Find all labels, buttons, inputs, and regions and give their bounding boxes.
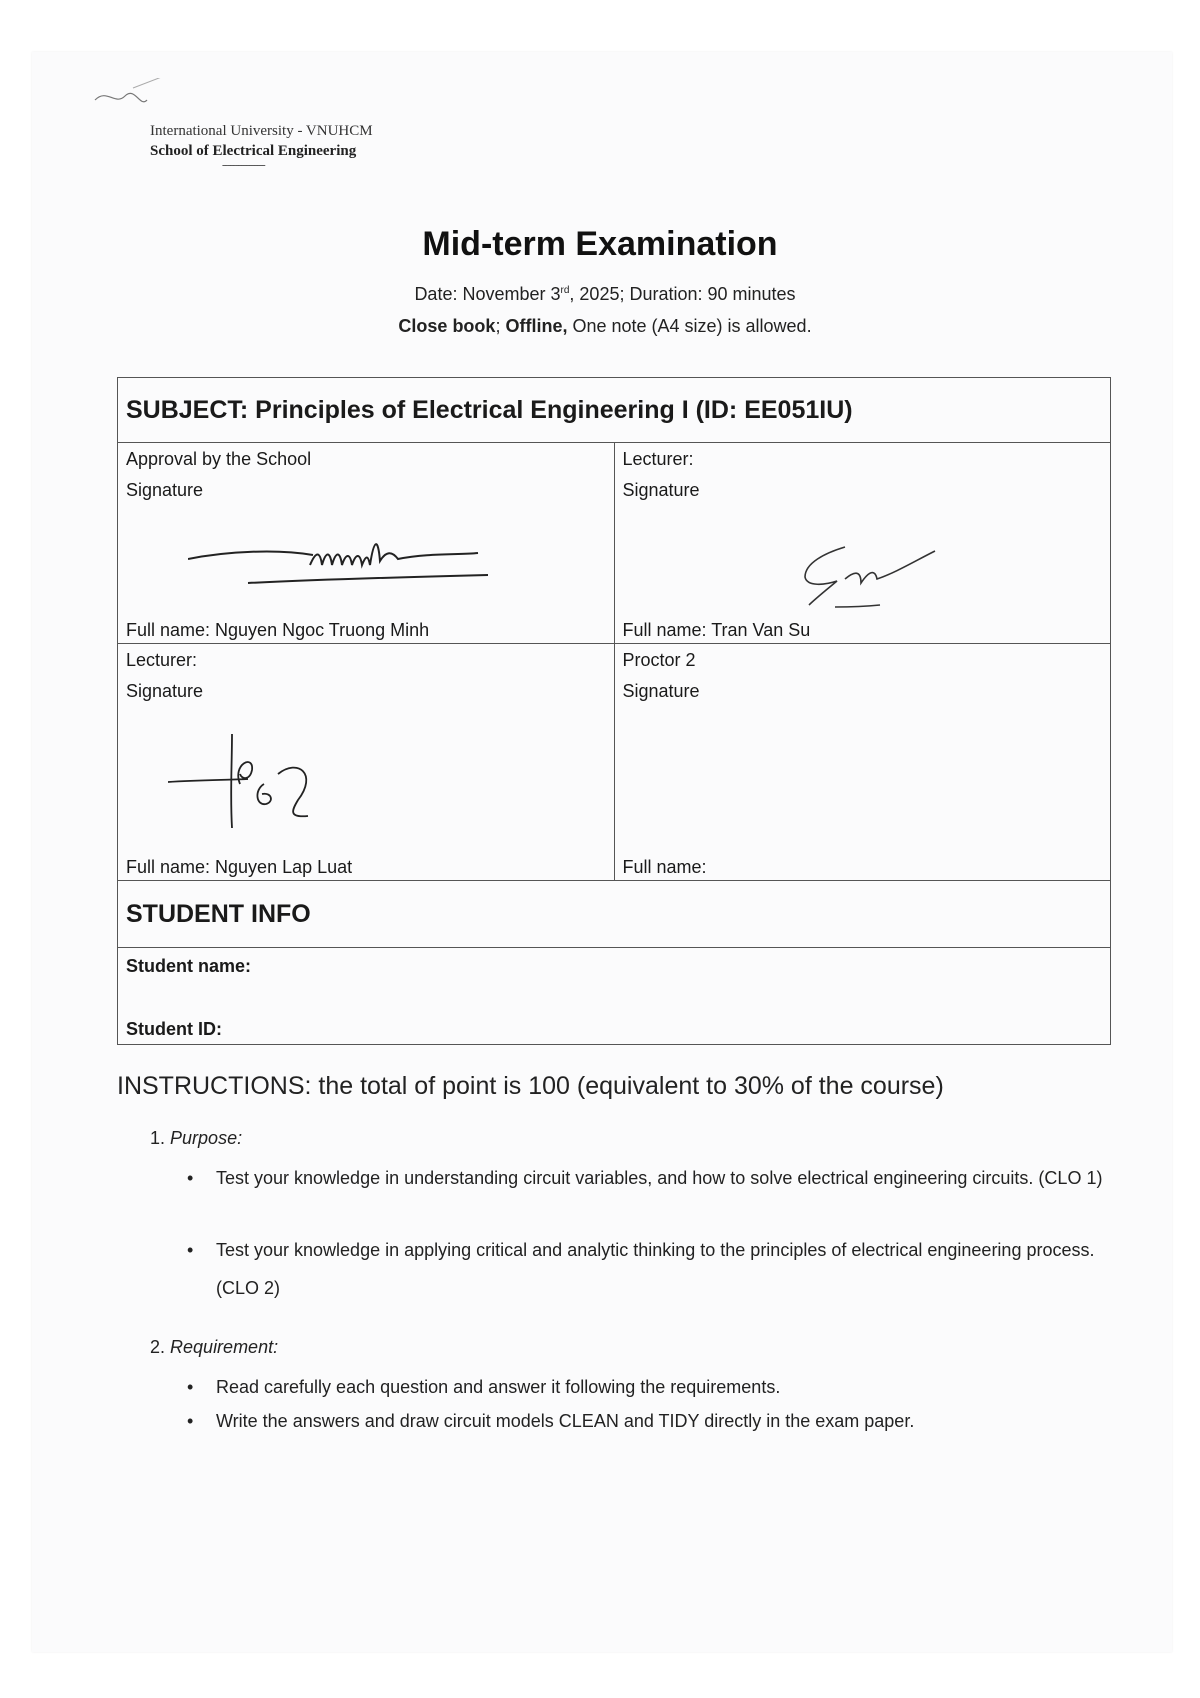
signature-label: Signature [622,480,700,500]
section-title: Purpose: [170,1128,243,1148]
signature-label: Signature [622,681,700,701]
handwritten-signature-approval [188,521,548,601]
bullet-text: Test your knowledge in understanding circuit variables, and how to solve electrical engineering circuits. (CLO 1) [216,1168,1103,1188]
instructions-heading: INSTRUCTIONS: the total of point is 100 (equivalent to 30% of the course) [117,1072,944,1100]
bullet-text: Read carefully each question and answer it following the requirements. [216,1377,781,1397]
signature-full-name: Full name: Nguyen Ngoc Truong Minh [126,620,430,640]
section-title: Requirement: [170,1337,279,1357]
section-number: 1. [150,1128,166,1148]
rule-separator: ; [495,316,506,336]
bullet-glyph: • [187,1168,194,1188]
bullet-glyph: • [187,1411,194,1431]
date-label: Date: November 3 [414,284,561,304]
page-title: Mid-term Examination [422,225,778,263]
school-name: School of Electrical Engineering [150,143,357,159]
date-rest: , 2025; Duration: 90 minutes [569,284,796,304]
subject-heading: SUBJECT: Principles of Electrical Engineering I (ID: EE051IU) [118,378,1111,443]
signature-label: Signature [126,480,204,500]
list-item [187,1162,1107,1194]
rule-rest: One note (A4 size) is allowed. [567,316,812,336]
section-requirement-title [150,1337,278,1358]
list-item [187,1231,1107,1307]
university-name: International University - VNUHCM [150,123,373,139]
signature-box-proctor-2 [614,644,1111,881]
exam-date-line [0,284,1200,305]
bullet-glyph: • [187,1377,194,1397]
student-info-fields [118,948,1111,1045]
signature-role: Lecturer: [622,449,694,469]
date-superscript: rd [560,285,570,296]
student-info-heading: STUDENT INFO [118,881,1111,948]
student-id-label: Student ID: [126,1019,222,1039]
institution-header [150,123,373,171]
exam-info-table [117,377,1111,1045]
signature-box-approval [118,443,615,644]
bullet-glyph: • [187,1240,194,1260]
signature-full-name: Full name: [622,857,707,877]
signature-full-name: Full name: Nguyen Lap Luat [126,857,353,877]
section-number: 2. [150,1337,166,1357]
exam-rules-line [0,316,1200,337]
handwritten-signature-lecturer-2 [168,724,368,844]
handwritten-signature-lecturer-1 [765,533,985,623]
section-purpose-title [150,1128,242,1149]
bullet-text: Write the answers and draw circuit models CLEAN and TIDY directly in the exam paper. [216,1411,915,1431]
signature-role: Proctor 2 [622,650,696,670]
signature-full-name: Full name: Tran Van Su [622,620,811,640]
rule-offline: Offline, [505,316,568,336]
signature-role: Approval by the School [126,449,312,469]
list-item [187,1405,1107,1437]
list-item [187,1371,1107,1403]
student-name-label: Student name: [126,956,252,976]
bullet-text: Test your knowledge in applying critical and analytic thinking to the principles of electrical engineering process. (CLO 2) [216,1240,1095,1298]
rule-close-book: Close book [398,316,496,336]
signature-role: Lecturer: [126,650,198,670]
header-divider: ---------------- [222,159,265,171]
corner-scribble [85,78,195,128]
signature-label: Signature [126,681,204,701]
signature-box-lecturer-1 [614,443,1111,644]
signature-box-lecturer-2 [118,644,615,881]
